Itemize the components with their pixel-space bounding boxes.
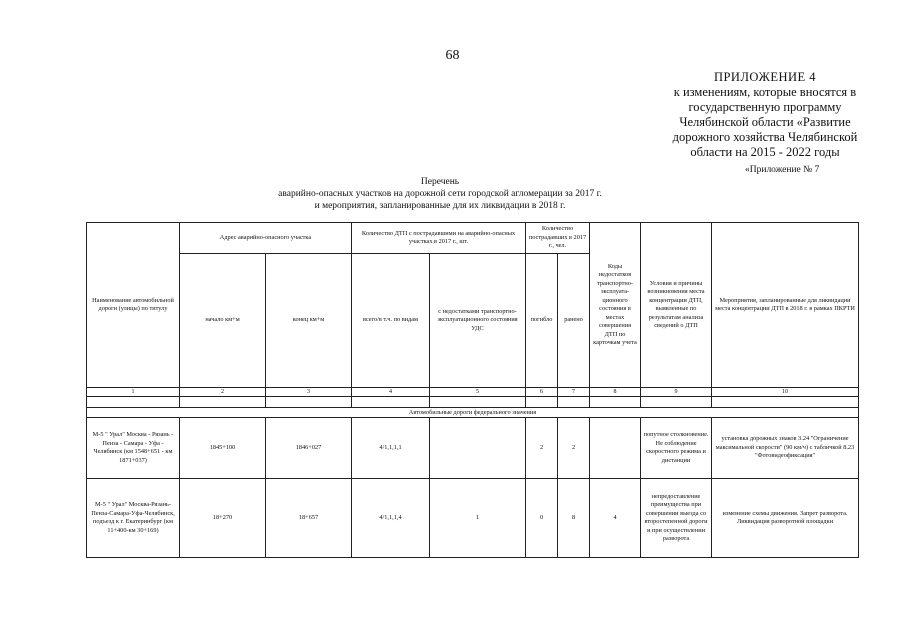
header-road-name: Наименование автомобильной дороги (улицы) по титулу [87, 223, 180, 388]
appendix-line: государственную программу [688, 100, 842, 114]
appendix-line: дорожного хозяйства Челябинской [672, 130, 858, 144]
cell-end: 1846+027 [266, 418, 352, 479]
column-number: 6 [526, 388, 558, 397]
cell-start: 1845+100 [180, 418, 266, 479]
appendix-line: Челябинской области «Развитие [679, 115, 851, 129]
column-number: 9 [641, 388, 712, 397]
cell-start: 18+270 [180, 479, 266, 558]
cell-end: 18+657 [266, 479, 352, 558]
cell-road: М-5 " Урал" Москва-Рязань-Пенза-Самара-Уфа-Челябинск, подъезд к г. Екатеринбург (км 11+400-км 30+169) [87, 479, 180, 558]
header-accidents-group: Количество ДТП с пострадавшими на аварийно-опасных участках в 2017 г., шт. [352, 223, 526, 254]
cell-injured: 2 [558, 418, 590, 479]
column-number: 10 [712, 388, 859, 397]
spacer-cell [526, 397, 558, 408]
header-total-by-type: всего/в т.ч. по видам [352, 254, 430, 388]
appendix-line: к изменениям, которые вносятся в [673, 85, 857, 99]
appendix-line: области на 2015 - 2022 годы [690, 145, 840, 159]
header-defect-codes: Коды недостатков транспортно-эксплуата-ционного состояния в местах совершения ДТП по карточкам учета [590, 223, 641, 388]
header-victims-group: Количество пострадавших в 2017 г., чел. [526, 223, 590, 254]
document-title-line: и мероприятия, запланированные для их ликвидации в 2018 г. [314, 201, 566, 211]
cell-measures: изменение схемы движения. Запрет разворота. Ликвидация разворотной площадки [712, 479, 859, 558]
document-title [220, 176, 660, 212]
spacer-cell [87, 397, 180, 408]
cell-with-defects [430, 418, 526, 479]
cell-conditions: непредоставление преимущества при совершении выезда со второстепенной дороги и при осуществлении разворота [641, 479, 712, 558]
header-conditions: Условия и причины возникновения места концентрации ДТП, выявленные по результатам анализа сведений о ДТП [641, 223, 712, 388]
cell-measures: установка дорожных знаков 3.24 "Ограничение максимальной скорости" (90 км/ч) с табличкой 8.23 "Фотовидеофиксация" [712, 418, 859, 479]
cell-conditions: попутное столкновение. Не соблюдение скоростного режима и дистанции [641, 418, 712, 479]
header-measures: Мероприятия, запланированные для ликвидации места концентрации ДТП в 2018 г. в рамках ПКРТИ [712, 223, 859, 388]
spacer-cell [352, 397, 430, 408]
cell-total: 4/1,1,1,1 [352, 418, 430, 479]
document-title-line: аварийно-опасных участков на дорожной сети городской агломерации за 2017 г. [278, 189, 602, 199]
page-number: 68 [445, 48, 460, 63]
cell-codes: 4 [590, 479, 641, 558]
section-title: Автомобильные дороги федерального значения [87, 408, 859, 418]
hazard-sites-table [86, 222, 859, 558]
cell-killed: 0 [526, 479, 558, 558]
column-number: 2 [180, 388, 266, 397]
header-injured: ранено [558, 254, 590, 388]
column-number: 4 [352, 388, 430, 397]
spacer-cell [558, 397, 590, 408]
cell-codes [590, 418, 641, 479]
cell-road: М-5 " Урал" Москва - Рязань - Пенза - Самара - Уфа - Челябинск (км 1548+651 - км 1871+037) [87, 418, 180, 479]
table-row [87, 479, 859, 558]
cell-injured: 8 [558, 479, 590, 558]
spacer-cell [590, 397, 641, 408]
appendix-title: ПРИЛОЖЕНИЕ 4 [713, 70, 817, 84]
column-number: 8 [590, 388, 641, 397]
cell-total: 4/1,1,1,4 [352, 479, 430, 558]
header-address-group: Адрес аварийно-опасного участка [180, 223, 352, 254]
column-number: 3 [266, 388, 352, 397]
document-title-line: Перечень [420, 177, 460, 187]
spacer-cell [430, 397, 526, 408]
column-number: 1 [87, 388, 180, 397]
header-killed: погибло [526, 254, 558, 388]
header-end: конец км+м [266, 254, 352, 388]
cell-killed: 2 [526, 418, 558, 479]
spacer-cell [641, 397, 712, 408]
cell-with-defects: 1 [430, 479, 526, 558]
spacer-cell [180, 397, 266, 408]
spacer-cell [266, 397, 352, 408]
header-start: начало км+м [180, 254, 266, 388]
appendix-block [640, 70, 890, 160]
appendix-reference: «Приложение № 7 [745, 165, 820, 175]
table-row [87, 418, 859, 479]
column-number: 7 [558, 388, 590, 397]
header-with-defects: с недостатками транспортно-эксплуатационного состояния УДС [430, 254, 526, 388]
spacer-cell [712, 397, 859, 408]
column-number: 5 [430, 388, 526, 397]
